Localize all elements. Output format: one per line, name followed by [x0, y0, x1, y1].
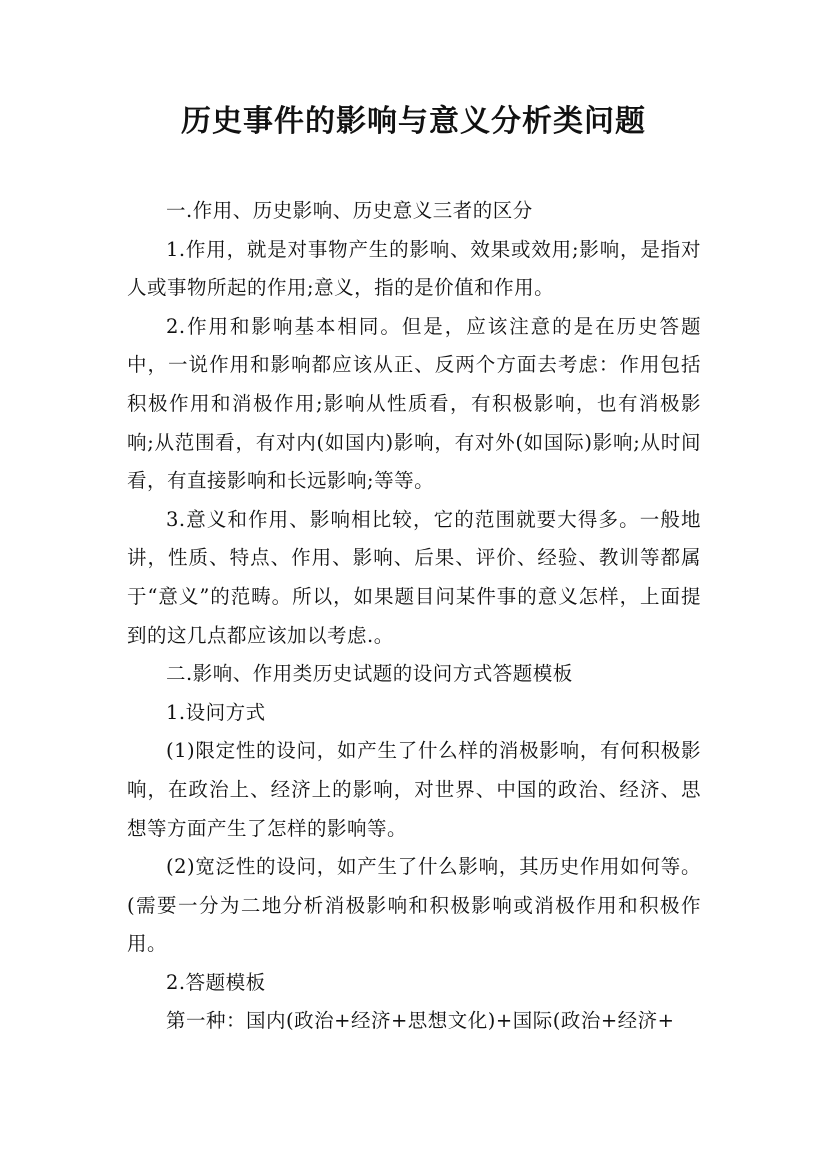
- document-title: 历史事件的影响与意义分析类问题: [181, 104, 646, 139]
- document-body: [127, 192, 701, 1041]
- subheading-question-style: 1.设问方式: [166, 700, 266, 724]
- paragraph-limited-question: (1)限定性的设问，如产生了什么样的消极影响，有何积极影响，在政治上、经济上的影响，对世界、中国的政治、经济、思想等方面产生了怎样的影响等。: [127, 739, 701, 840]
- paragraph-1: 1.作用，就是对事物产生的影响、效果或效用;影响，是指对人或事物所起的作用;意义，指的是价值和作用。: [127, 237, 701, 300]
- paragraph-template-first: 第一种：国内(政治+经济+思想文化)+国际(政治+经济+: [166, 1009, 675, 1033]
- section-heading-2: 二.影响、作用类历史试题的设问方式答题模板: [166, 662, 573, 686]
- paragraph-2: 2.作用和影响基本相同。但是，应该注意的是在历史答题中，一说作用和影响都应该从正、反两个方面去考虑：作用包括积极作用和消极作用;影响从性质看，有积极影响，也有消极影响;从范围看，有对内(如国内)影响，有对外(如国际)影响;从时间看，有直接影响和长远影响;等等。: [127, 314, 701, 493]
- paragraph-broad-question: (2)宽泛性的设问，如产生了什么影响，其历史作用如何等。(需要一分为二地分析消极影响和积极影响或消极作用和积极作用。: [127, 855, 701, 956]
- section-heading-1: 一.作用、历史影响、历史意义三者的区分: [166, 199, 533, 222]
- subheading-answer-template: 2.答题模板: [166, 970, 266, 994]
- paragraph-3: 3.意义和作用、影响相比较，它的范围就要大得多。一般地讲，性质、特点、作用、影响、后果、评价、经验、教训等都属于“意义”的范畴。所以，如果题目问某件事的意义怎样，上面提到的这几点都应该加以考虑.。: [127, 507, 701, 647]
